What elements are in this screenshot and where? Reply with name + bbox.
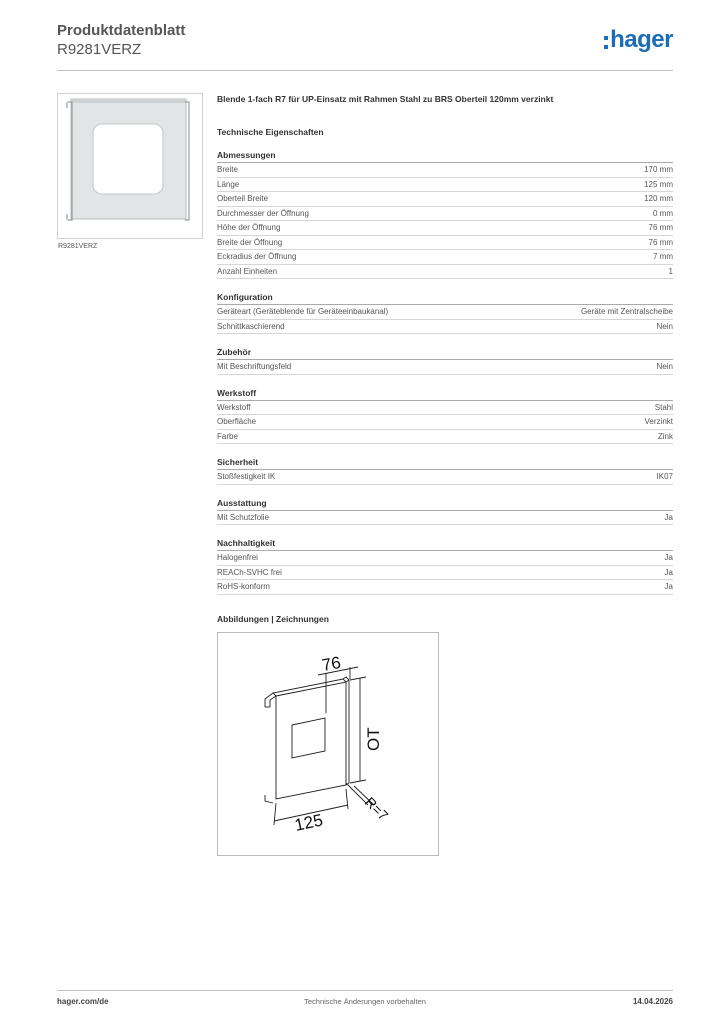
row-label: Mit Beschriftungsfeld xyxy=(217,362,292,371)
page-header xyxy=(57,22,673,71)
row-label: Geräteart (Geräteblende für Geräteeinbaukanal) xyxy=(217,307,389,316)
table-row xyxy=(217,192,673,207)
row-value: 1 xyxy=(668,266,673,276)
table-row xyxy=(217,580,673,595)
logo-colon-icon xyxy=(604,36,608,49)
document-title: Produktdatenblatt xyxy=(57,22,186,39)
row-value: Ja xyxy=(664,553,673,562)
technical-properties-heading: Technische Eigenschaften xyxy=(217,127,324,137)
footer-website-link[interactable]: hager.com/de xyxy=(57,997,109,1006)
row-label: Stoßfestigkeit IK xyxy=(217,472,276,481)
section-heading: Nachhaltigkeit xyxy=(217,538,673,551)
section-heading: Sicherheit xyxy=(217,457,673,470)
row-label: Länge xyxy=(217,179,240,189)
table-row xyxy=(217,221,673,236)
row-value: 76 mm xyxy=(648,237,673,247)
row-label: Oberteil Breite xyxy=(217,194,269,203)
table-row xyxy=(217,265,673,280)
row-value: Ja xyxy=(664,512,673,522)
product-title: Blende 1-fach R7 für UP-Einsatz mit Rahmen Stahl zu BRS Oberteil 120mm verzinkt xyxy=(217,94,554,104)
table-row xyxy=(217,470,673,485)
row-value: Ja xyxy=(664,582,673,591)
section-nachhaltigkeit xyxy=(217,538,673,595)
section-heading: Ausstattung xyxy=(217,498,673,511)
row-label: Schnittkaschierend xyxy=(217,321,285,331)
row-value: Geräte mit Zentralscheibe xyxy=(580,307,673,316)
row-value: Stahl xyxy=(654,402,673,412)
row-value: Ja xyxy=(664,567,673,577)
footer-date: 14.04.2026 xyxy=(632,997,673,1006)
table-row xyxy=(217,250,673,265)
row-value: IK07 xyxy=(656,472,673,481)
table-row xyxy=(217,360,673,375)
section-konfiguration xyxy=(217,292,673,334)
cover-plate-image xyxy=(58,94,202,238)
table-row xyxy=(217,305,673,320)
row-value: Zink xyxy=(657,431,673,441)
row-value: 120 mm xyxy=(644,194,673,203)
footer-note: Technische Änderungen vorbehalten xyxy=(304,997,426,1006)
technical-drawing xyxy=(217,632,439,856)
row-label: Farbe xyxy=(217,431,238,441)
logo-wordmark: hager xyxy=(610,26,673,53)
row-label: Breite xyxy=(217,165,238,174)
row-label: Durchmesser der Öffnung xyxy=(217,208,309,218)
table-row xyxy=(217,430,673,445)
row-value: 76 mm xyxy=(648,223,673,232)
table-row xyxy=(217,401,673,416)
row-value: 170 mm xyxy=(644,165,673,174)
section-zubehoer xyxy=(217,347,673,375)
section-heading: Zubehör xyxy=(217,347,673,360)
table-row xyxy=(217,163,673,178)
section-heading: Abmessungen xyxy=(217,150,673,163)
table-row xyxy=(217,320,673,335)
row-label: Eckradius der Öffnung xyxy=(217,252,297,261)
dimension-height-label: OT xyxy=(364,727,383,751)
table-row xyxy=(217,415,673,430)
section-sicherheit xyxy=(217,457,673,485)
figures-heading: Abbildungen | Zeichnungen xyxy=(217,614,329,624)
table-row xyxy=(217,178,673,193)
table-row xyxy=(217,551,673,566)
row-label: Breite der Öffnung xyxy=(217,237,283,247)
table-row xyxy=(217,511,673,526)
row-label: REACh-SVHC frei xyxy=(217,567,282,577)
row-label: RoHS-konform xyxy=(217,582,270,591)
section-abmessungen xyxy=(217,150,673,279)
row-label: Höhe der Öffnung xyxy=(217,223,281,232)
section-werkstoff xyxy=(217,388,673,445)
row-value: Nein xyxy=(656,362,673,371)
dimension-length-label: 125 xyxy=(292,810,325,835)
product-details xyxy=(217,94,673,608)
table-row xyxy=(217,236,673,251)
row-value: Verzinkt xyxy=(644,417,673,426)
row-label: Mit Schutzfolie xyxy=(217,512,270,522)
dimension-drawing xyxy=(218,633,438,855)
hager-logo[interactable] xyxy=(604,28,673,56)
thumbnail-caption: R9281VERZ xyxy=(58,243,98,250)
article-number: R9281VERZ xyxy=(57,41,142,58)
row-value: 0 mm xyxy=(653,208,673,218)
row-label: Werkstoff xyxy=(217,402,251,412)
page-footer xyxy=(57,990,673,1011)
section-heading: Konfiguration xyxy=(217,292,673,305)
product-thumbnail xyxy=(57,93,203,239)
dimension-radius-label: R=7 xyxy=(361,793,392,824)
table-row xyxy=(217,566,673,581)
row-label: Anzahl Einheiten xyxy=(217,266,278,276)
row-value: 7 mm xyxy=(653,252,673,261)
section-heading: Werkstoff xyxy=(217,388,673,401)
table-row xyxy=(217,207,673,222)
row-label: Halogenfrei xyxy=(217,553,258,562)
row-label: Oberfläche xyxy=(217,417,257,426)
section-ausstattung xyxy=(217,498,673,526)
row-value: Nein xyxy=(656,321,673,331)
row-value: 125 mm xyxy=(644,179,673,189)
dimension-width-label: 76 xyxy=(320,652,343,675)
